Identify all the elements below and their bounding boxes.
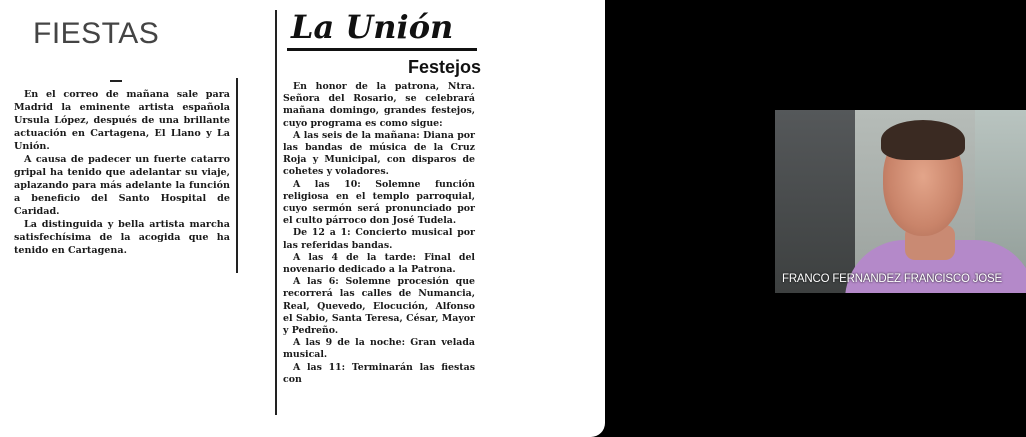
- newspaper-clipping-right: [275, 10, 481, 415]
- section-heading: Festejos: [407, 57, 481, 77]
- clipping-paragraph: A las 6: Solemne procesión que recorrerá las calles de Numancia, Real, Quevedo, Elocución, Alfonso el Sabio, Santa Teresa, César, Mayor y Pedreño.: [283, 276, 475, 337]
- video-background: [775, 110, 855, 293]
- newspaper-clipping-left: [14, 78, 238, 273]
- clipping-paragraph: A las 11: Terminarán las fiestas con: [283, 361, 475, 385]
- masthead-rule: [287, 48, 477, 51]
- slide-title: FIESTAS: [33, 17, 160, 50]
- newspaper-masthead: La Unión: [291, 8, 454, 46]
- participant-hair: [881, 120, 965, 160]
- participant-name-label: FRANCO FERNANDEZ FRANCISCO JOSE: [782, 273, 1002, 285]
- clipping-paragraph: A causa de padecer un fuerte catarro gripal ha tenido que adelantar su viaje, aplazando para más adelante la función a beneficio del Santo Hospital de Caridad.: [14, 154, 230, 217]
- clipping-paragraph: La distinguida y bella artista marcha satisfechísima de la acogida que ha tenido en Cartagena.: [14, 219, 230, 256]
- clipping-paragraph: En honor de la patrona, Ntra. Señora del Rosario, se celebrará mañana domingo, grandes festejos, cuyo programa es como sigue:: [283, 81, 475, 129]
- clipping-paragraph: A las 10: Solemne función religiosa en el templo parroquial, cuyo sermón será pronunciado por el culto párroco don José Tudela.: [283, 178, 475, 227]
- clipping-paragraph: En el correo de mañana sale para Madrid la eminente artista española Ursula López, después de una brillante actuación en Cartagena, El Llano y La Unión.: [14, 89, 230, 152]
- clipping-paragraph: A las 9 de la noche: Gran velada musical.: [283, 337, 475, 361]
- divider: [110, 80, 122, 82]
- clipping-paragraph: A las 4 de la tarde: Final del novenario dedicado a la Patrona.: [283, 251, 475, 276]
- participant-video-tile[interactable]: [775, 110, 1026, 293]
- clipping-paragraph: A las seis de la mañana: Diana por las bandas de música de la Cruz Roja y Municipal, con disparos de cohetes y voladores.: [283, 129, 475, 178]
- clipping-paragraph: De 12 a 1: Concierto musical por las referidas bandas.: [283, 227, 475, 251]
